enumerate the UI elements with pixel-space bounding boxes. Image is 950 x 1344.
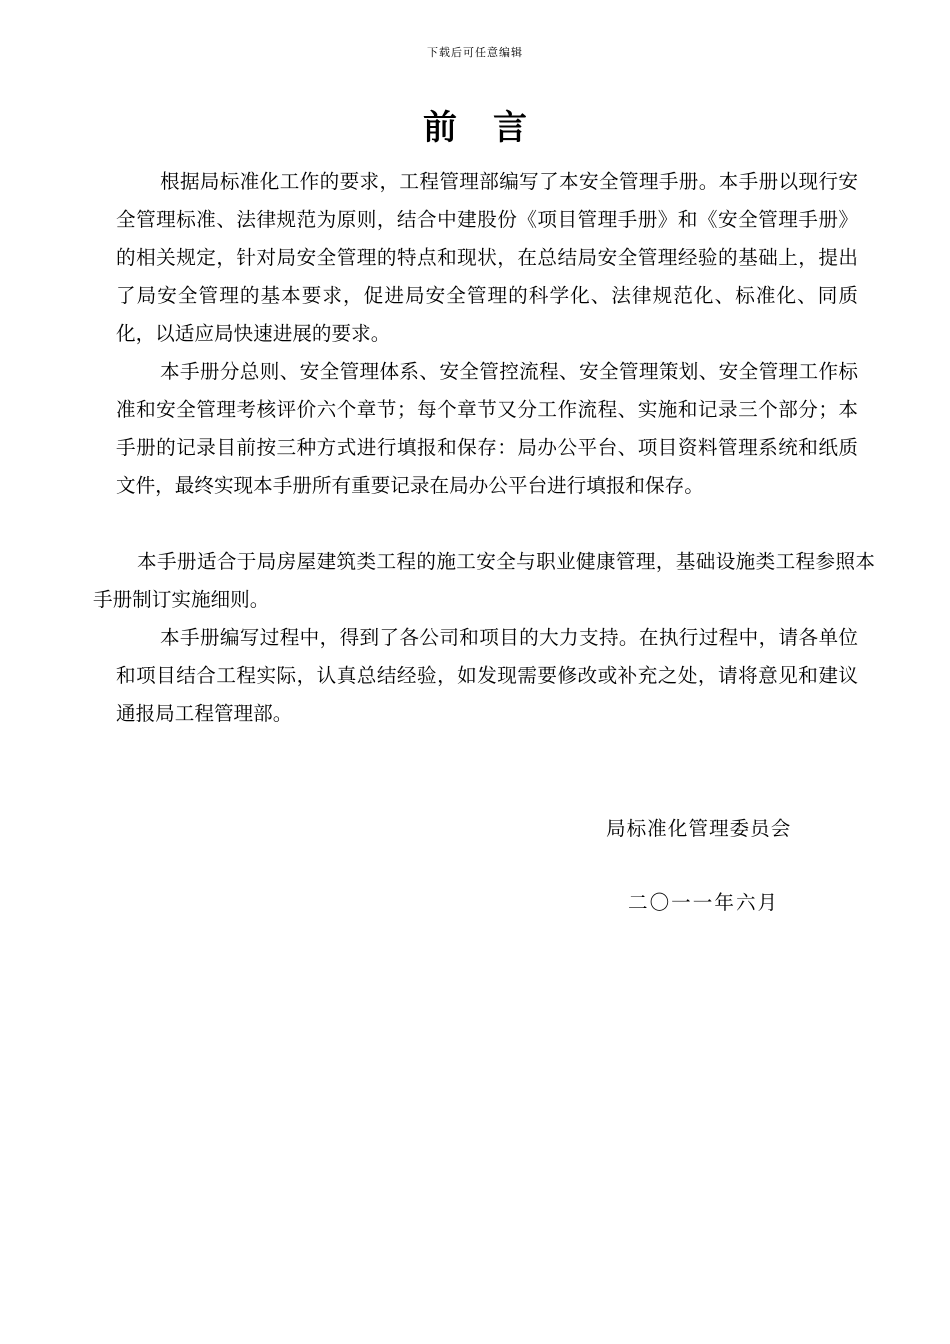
page-title: 前言	[423, 108, 563, 148]
paragraph-1: 根据局标准化工作的要求，工程管理部编写了本安全管理手册。本手册以现行安全管理标准、法律规范为原则，结合中建股份《项目管理手册》和《安全管理手册》的相关规定，针对局安全管理的特点和现状，在总结局安全管理经验的基础上，提出了局安全管理的基本要求，促进局安全管理的科学化、法律规范化、标准化、同质化，以适应局快速进展的要求。	[116, 170, 858, 345]
paragraph-2: 本手册分总则、安全管理体系、安全管控流程、安全管理策划、安全管理工作标准和安全管理考核评价六个章节；每个章节又分工作流程、实施和记录三个部分；本手册的记录目前按三种方式进行填报和保存：局办公平台、项目资料管理系统和纸质文件，最终实现本手册所有重要记录在局办公平台进行填报和保存。	[116, 360, 858, 497]
paragraph-3: 本手册适合于局房屋建筑类工程的施工安全与职业健康管理，基础设施类工程参照本手册制订实施细则。	[93, 550, 875, 611]
header-note: 下载后可任意编辑	[427, 46, 523, 59]
paragraph-4: 本手册编写过程中，得到了各公司和项目的大力支持。在执行过程中，请各单位和项目结合工程实际，认真总结经验，如发现需要修改或补充之处，请将意见和建议通报局工程管理部。	[116, 626, 858, 725]
date: 二〇一一年六月	[628, 891, 780, 914]
signature: 局标准化管理委员会	[606, 817, 792, 840]
